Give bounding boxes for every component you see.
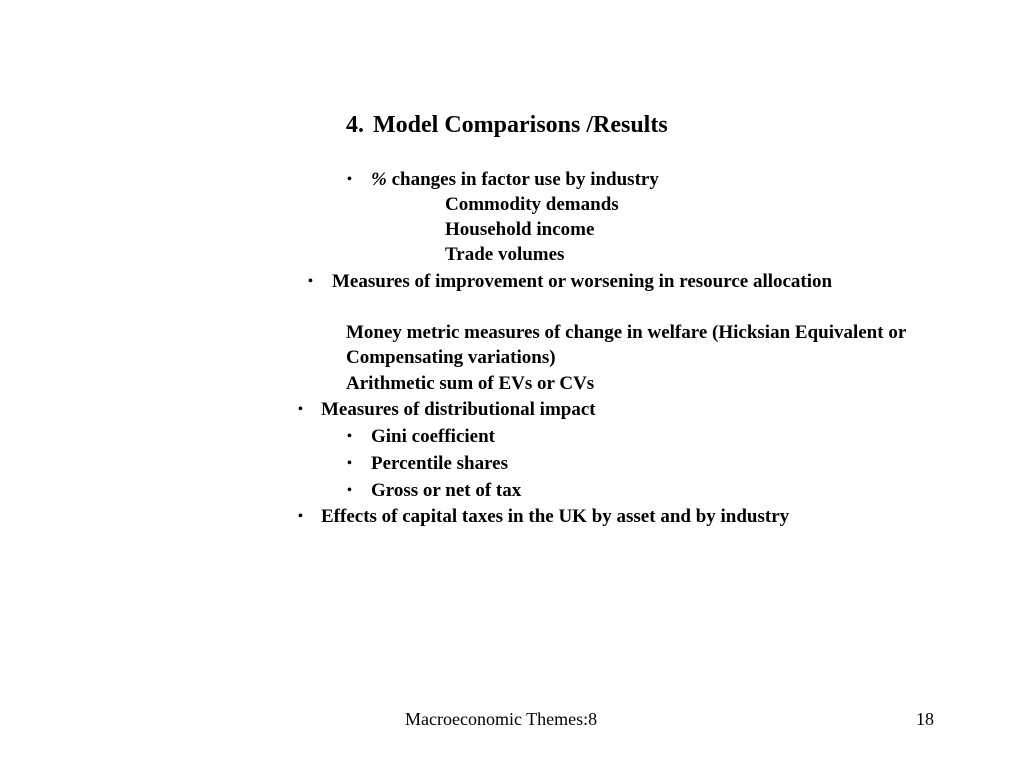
- bullet-icon: •: [298, 509, 303, 524]
- distributional-impact-item: Measures of distributional impact: [321, 399, 596, 420]
- sub-item-gini: Gini coefficient: [371, 426, 495, 447]
- percent-sign: %: [371, 169, 387, 190]
- sub-line-commodity-demands: Commodity demands: [445, 194, 619, 215]
- factor-use-item: [371, 167, 659, 192]
- footer-title: Macroeconomic Themes:8: [405, 709, 598, 729]
- welfare-paragraph-line-3: Arithmetic sum of EVs or CVs: [346, 373, 595, 394]
- bullet-icon: •: [308, 274, 313, 289]
- slide-title: Model Comparisons /Results: [373, 112, 668, 138]
- sub-item-percentile: Percentile shares: [371, 453, 509, 474]
- title-number: 4.: [346, 112, 364, 138]
- bullet-icon: •: [347, 456, 352, 471]
- capital-taxes-item: Effects of capital taxes in the UK by asset and by industry: [321, 506, 790, 527]
- bullet-icon: •: [347, 172, 352, 187]
- welfare-paragraph-line-2: Compensating variations): [346, 347, 556, 368]
- page-number: 18: [916, 709, 934, 729]
- sub-line-trade-volumes: Trade volumes: [445, 244, 565, 265]
- factor-use-text: changes in factor use by industry: [386, 169, 659, 190]
- bullet-icon: •: [347, 483, 352, 498]
- sub-item-tax: Gross or net of tax: [371, 480, 522, 501]
- resource-allocation-item: Measures of improvement or worsening in resource allocation: [332, 271, 833, 292]
- bullet-icon: •: [298, 402, 303, 417]
- bullet-icon: •: [347, 429, 352, 444]
- sub-line-household-income: Household income: [445, 219, 595, 240]
- welfare-paragraph-line-1: Money metric measures of change in welfare (Hicksian Equivalent or: [346, 322, 907, 343]
